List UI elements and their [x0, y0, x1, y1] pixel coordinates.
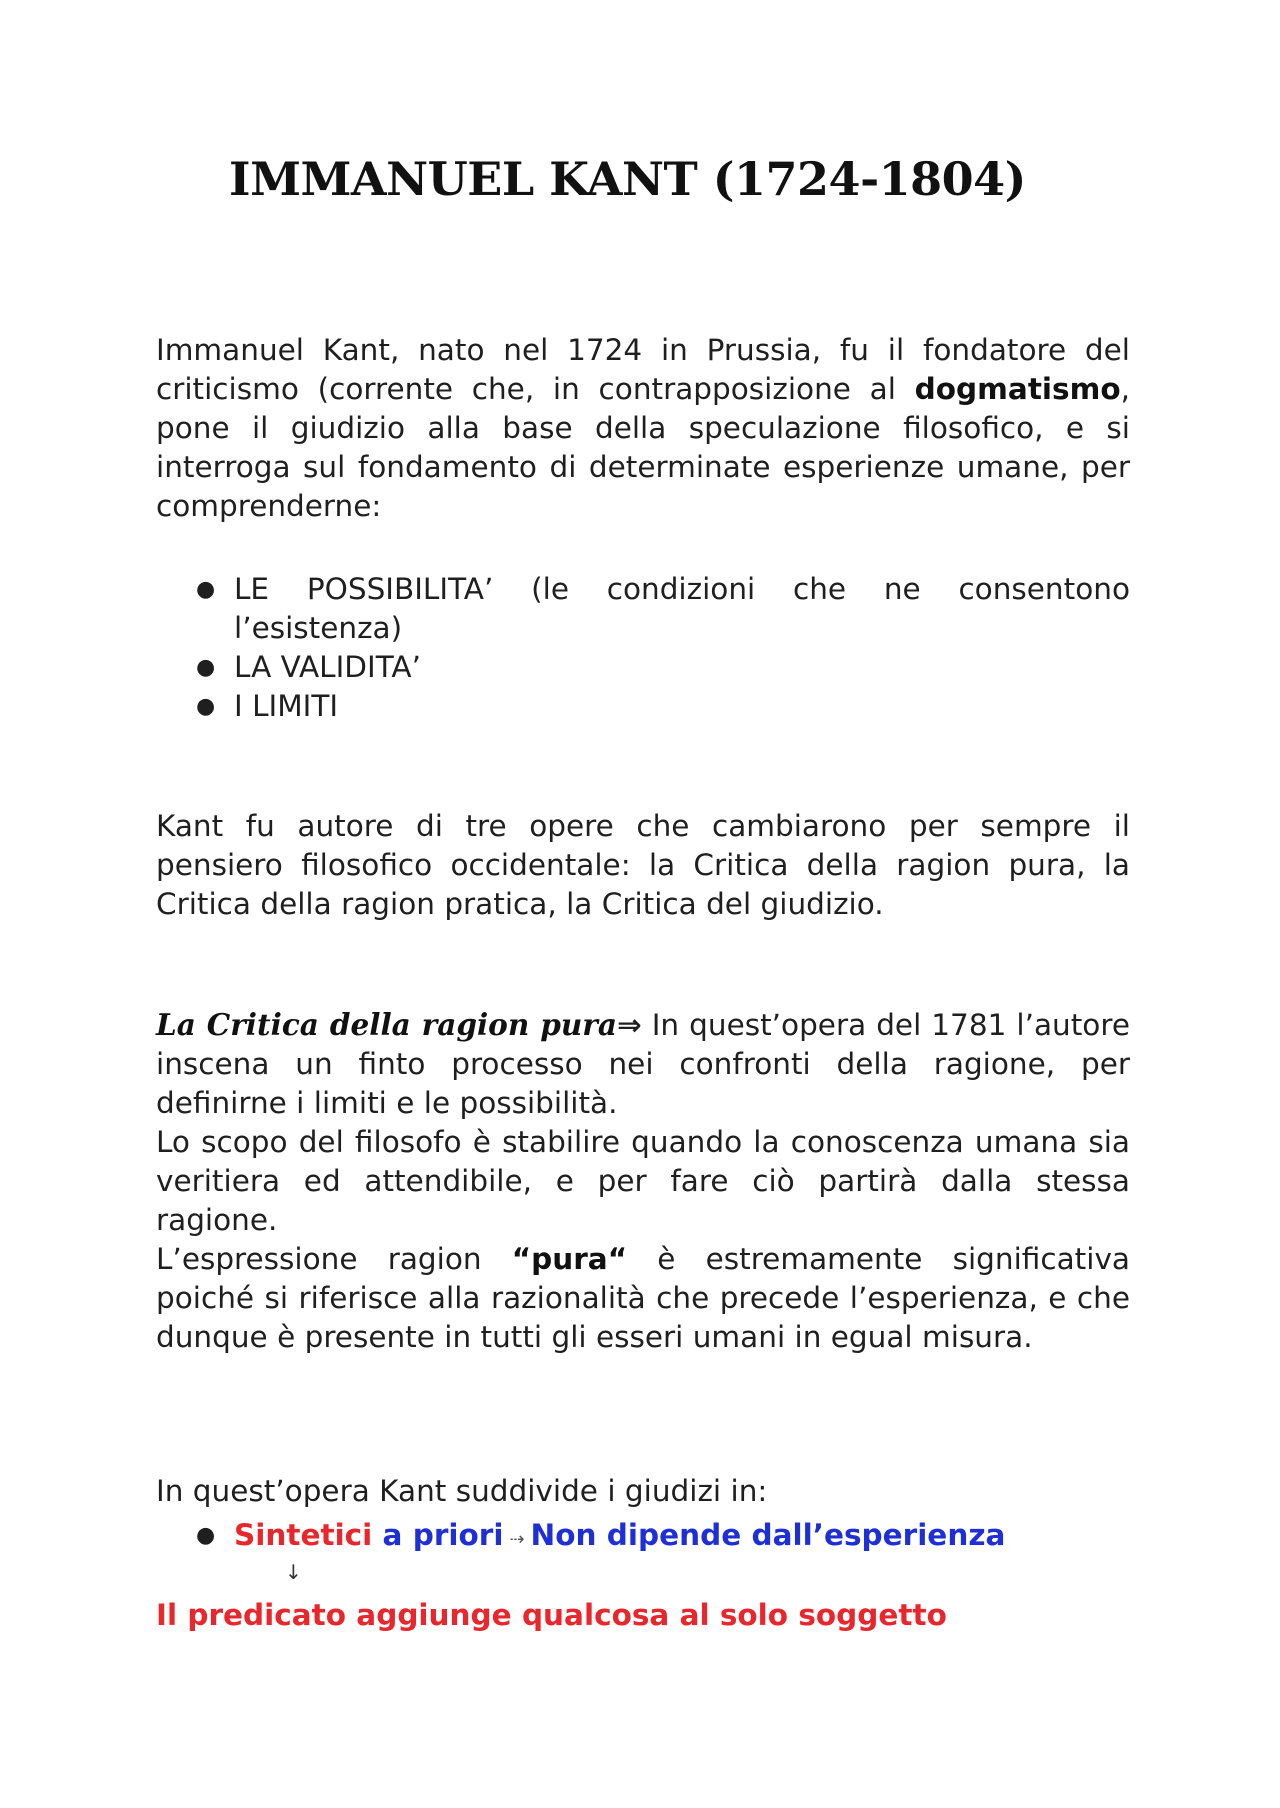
dogmatismo-bold: dogmatismo — [914, 372, 1121, 406]
critica-heading: La Critica della ragion pura — [156, 1007, 617, 1042]
bullet-icon: ● — [196, 577, 216, 602]
page-title: IMMANUEL KANT (1724-1804) — [229, 152, 1026, 206]
works-paragraph: Kant fu autore di tre opere che cambiarono per sempre il pensiero filosofico occidentale: la Critica della ragion pura, la Critica della ragion pratica, la Critica del giudizio. — [156, 809, 1130, 921]
down-arrow-icon: ↓ — [285, 1560, 302, 1584]
list-item — [156, 570, 1130, 648]
right-arrow-icon: ⇢ — [509, 1529, 525, 1550]
list-item — [156, 1516, 1130, 1559]
intro-text-end: , pone il giudizio alla base della speculazione filosofico, e si interroga sul fondamento di determinate esperienze umane, per comprenderne: — [156, 372, 1130, 523]
double-arrow-icon: ⇒ — [616, 1008, 642, 1042]
critica-sentence-1: In quest’opera del 1781 l’autore inscena un finto processo nei confronti della ragione, per definirne i limiti e le possibilità. — [156, 1008, 1130, 1120]
judgment-description: Non dipende dall’esperienza — [530, 1518, 1006, 1552]
critica-paragraph-3 — [156, 1240, 1130, 1357]
list-item-text: LE POSSIBILITA’ (le condizioni che ne consentono l’esistenza) — [234, 572, 1130, 645]
bullet-icon: ● — [196, 1523, 216, 1548]
critica-paragraph-1 — [156, 1005, 1130, 1123]
critica-sentence-3-end: è estremamente significativa poiché si riferisce alla razionalità che precede l’esperienza, e che dunque è presente in tutti gli esseri umani in egual misura. — [156, 1242, 1130, 1354]
list-item-text: I LIMITI — [234, 689, 339, 723]
quote-open: “ — [511, 1242, 532, 1276]
list-item-text: LA VALIDITA’ — [234, 650, 421, 684]
list-item — [156, 687, 1130, 726]
critica-paragraph-2: Lo scopo del filosofo è stabilire quando la conoscenza umana sia veritiera ed attendibile, e per fare ciò partirà dalla stessa ragione. — [156, 1125, 1130, 1237]
judgments-list — [156, 1516, 1130, 1559]
intro-text-start: Immanuel Kant, nato nel 1724 in Prussia, fu il fondatore del criticismo (corrente che, in contrapposizione al — [156, 333, 1130, 406]
sintetici-label: Sintetici — [234, 1518, 373, 1552]
critica-sentence-3-start: L’espressione ragion — [156, 1242, 512, 1276]
a-priori-label: a priori — [372, 1518, 504, 1552]
pura-bold: pura — [531, 1242, 608, 1276]
critica-section — [156, 1005, 1130, 1357]
conclusion-text: Il predicato aggiunge qualcosa al solo soggetto — [156, 1598, 947, 1632]
quote-close: “ — [607, 1242, 628, 1276]
judgments-intro: In quest’opera Kant suddivide i giudizi in: — [156, 1474, 768, 1508]
list-item — [156, 648, 1130, 687]
intro-paragraph — [156, 331, 1130, 526]
possibilities-list — [156, 570, 1130, 726]
bullet-icon: ● — [196, 655, 216, 680]
bullet-icon: ● — [196, 694, 216, 719]
